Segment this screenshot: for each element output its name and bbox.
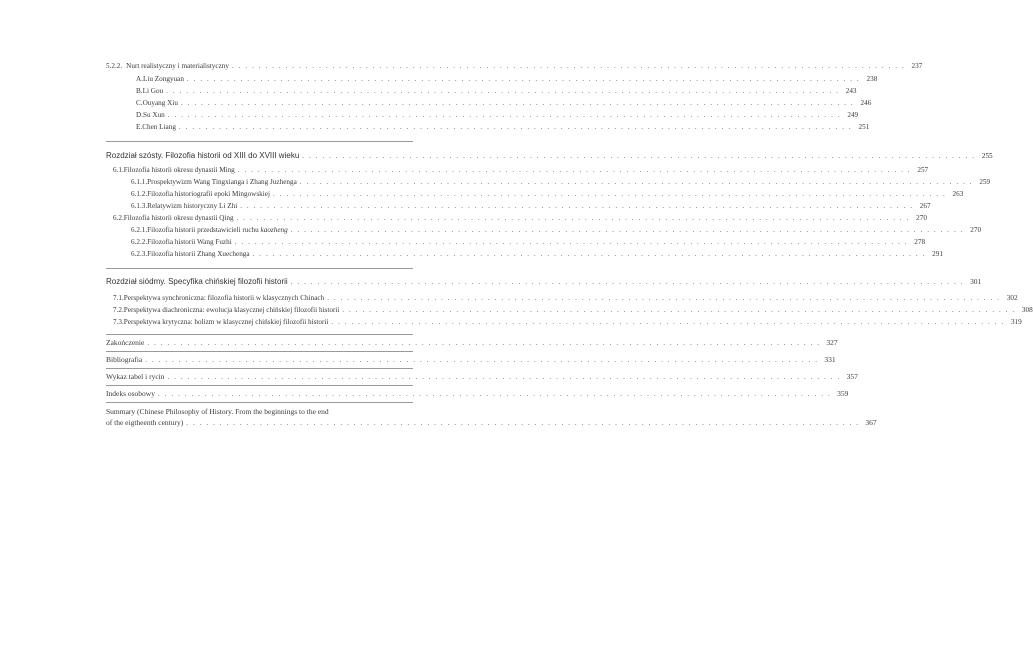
chapter-title: Rozdział siódmy. Specyfika chińskiej filozofii historii — [106, 277, 288, 286]
chapter-title: Rozdział szósty. Filozofia historii od XIII do XVIII wieku — [106, 151, 300, 160]
entry-label — [147, 225, 288, 235]
toc-chapter-6[interactable] — [106, 151, 993, 161]
leader-dots — [291, 225, 964, 235]
page-number: 327 — [826, 338, 838, 347]
toc-entry-6-1-2[interactable] — [131, 189, 964, 199]
entry-label: Chen Liang — [142, 123, 176, 131]
toc-entry-7-2[interactable] — [113, 305, 1033, 315]
page-number: 243 — [845, 87, 857, 95]
leader-dots — [240, 201, 913, 211]
page-number: 367 — [865, 418, 877, 427]
leader-dots — [331, 317, 1004, 327]
entry-number: 6.2.2. — [131, 238, 148, 246]
leader-dots — [235, 237, 908, 247]
page-number: 259 — [979, 178, 991, 186]
chapter-divider — [106, 268, 413, 269]
toc-entry-6-2[interactable] — [113, 213, 927, 223]
toc-entry-c[interactable] — [136, 98, 872, 108]
entry-number: 7.2. — [113, 306, 124, 314]
page-number: 270 — [916, 214, 927, 222]
page-number: 257 — [917, 166, 929, 174]
toc-entry-7-3[interactable] — [113, 317, 1022, 327]
leader-dots — [327, 293, 1000, 303]
leader-dots — [179, 122, 852, 132]
toc-entry-summary-line1[interactable] — [106, 407, 413, 417]
entry-label: Filozofia historii okresu dynastii Ming — [123, 166, 235, 174]
entry-number: 6.2.3. — [131, 250, 148, 258]
entry-label: Perspektywa krytyczna: holizm w klasycznej chińskiej filozofii historii — [123, 318, 329, 326]
leader-dots — [273, 189, 946, 199]
entry-label-text: Filozofia historii przedstawicieli ruchu — [147, 226, 259, 234]
entry-number: 7.3. — [113, 318, 124, 326]
toc-entry-6-2-2[interactable] — [131, 237, 926, 247]
toc-entry-6-2-1[interactable] — [131, 225, 982, 235]
entry-number: 6.1. — [113, 166, 124, 174]
toc-entry-zakonczenie[interactable] — [106, 338, 838, 348]
toc-entry-summary-line2[interactable] — [106, 418, 877, 428]
leader-dots — [232, 61, 905, 71]
toc-entry-5-2-2[interactable] — [106, 61, 923, 71]
page-number: 278 — [914, 238, 926, 246]
section-divider — [106, 402, 413, 403]
entry-number: 7.1. — [113, 294, 124, 302]
entry-number: 5.2.2. — [106, 62, 123, 70]
leader-dots — [300, 177, 973, 187]
page-number: 308 — [1021, 306, 1033, 314]
entry-letter: B. — [136, 87, 143, 95]
entry-label: Summary (Chinese Philosophy of History. From the beginnings to the end — [106, 407, 329, 416]
entry-number: 6.2. — [113, 214, 124, 222]
entry-label: Indeks osobowy — [106, 389, 155, 398]
toc-entry-6-2-3[interactable] — [131, 249, 943, 259]
entry-letter: C. — [136, 99, 143, 107]
page-number: 291 — [932, 250, 943, 258]
leader-dots — [342, 305, 1015, 315]
entry-label: Filozofia historii Zhang Xuechenga — [147, 250, 250, 258]
leader-dots — [237, 213, 910, 223]
leader-dots — [253, 249, 926, 259]
entry-label: Filozofia historii okresu dynastii Qing — [123, 214, 234, 222]
page-number: 249 — [847, 111, 859, 119]
leader-dots — [187, 74, 860, 84]
section-divider — [106, 385, 413, 386]
page-number: 255 — [981, 152, 993, 160]
toc-entry-6-1-1[interactable] — [131, 177, 991, 187]
entry-label: Ouyang Xiu — [142, 99, 178, 107]
leader-dots — [181, 98, 854, 108]
page-number: 359 — [837, 389, 849, 398]
toc-entry-indeks[interactable] — [106, 389, 849, 399]
leader-dots — [158, 389, 831, 399]
page-number: 237 — [911, 62, 923, 70]
toc-entry-7-1[interactable] — [113, 293, 1018, 303]
leader-dots — [167, 372, 840, 382]
entry-label-italic: kaozheng — [260, 226, 288, 234]
page-number: 246 — [860, 99, 872, 107]
leader-dots — [147, 338, 820, 348]
leader-dots — [145, 355, 818, 365]
toc-entry-6-1[interactable] — [113, 165, 929, 175]
entry-label: Filozofia historii Wang Fuzhi — [147, 238, 232, 246]
entry-label: Zakończenie — [106, 338, 145, 347]
page-number: 251 — [858, 123, 870, 131]
leader-dots — [302, 151, 975, 161]
entry-number: 6.2.1. — [131, 226, 148, 234]
page-number: 238 — [866, 75, 878, 83]
entry-label: Nurt realistyczny i materialistyczny — [126, 62, 229, 70]
entry-number: 6.1.2. — [131, 190, 148, 198]
toc-entry-b[interactable] — [136, 86, 857, 96]
leader-dots — [291, 277, 964, 287]
toc-entry-wykaz[interactable] — [106, 372, 858, 382]
page-number: 263 — [952, 190, 964, 198]
entry-label: Perspektywa synchroniczna: filozofia historii w klasycznych Chinach — [123, 294, 325, 302]
toc-entry-a[interactable] — [136, 74, 878, 84]
toc-entry-bibliografia[interactable] — [106, 355, 836, 365]
page-number: 301 — [970, 278, 982, 286]
section-divider — [106, 351, 413, 352]
toc-chapter-7[interactable] — [106, 277, 982, 287]
entry-label: Relatywizm historyczny Li Zhi — [147, 202, 238, 210]
entry-letter: E. — [136, 123, 143, 131]
entry-label: of the eigtheenth century) — [106, 418, 184, 427]
section-divider — [106, 368, 413, 369]
leader-dots — [166, 86, 839, 96]
leader-dots — [168, 110, 841, 120]
toc-entry-e[interactable] — [136, 122, 870, 132]
page-number: 270 — [970, 226, 982, 234]
entry-label: Prospektywizm Wang Tingxianga i Zhang Juzhenga — [147, 178, 297, 186]
entry-label: Bibliografia — [106, 355, 143, 364]
page-number: 319 — [1010, 318, 1022, 326]
entry-letter: A. — [136, 75, 143, 83]
leader-dots — [238, 165, 911, 175]
entry-letter: D. — [136, 111, 143, 119]
entry-number: 6.1.1. — [131, 178, 148, 186]
entry-label: Su Xun — [143, 111, 165, 119]
entry-label: Filozofia historiografii epoki Mingowskiej — [147, 190, 270, 198]
toc-entry-6-1-3[interactable] — [131, 201, 931, 211]
entry-number: 6.1.3. — [131, 202, 148, 210]
page-number: 331 — [824, 355, 836, 364]
entry-label: Li Gou — [142, 87, 164, 95]
entry-label: Wykaz tabel i rycin — [106, 372, 165, 381]
page-number: 267 — [919, 202, 931, 210]
toc-entry-d[interactable] — [136, 110, 859, 120]
leader-dots — [186, 418, 859, 428]
chapter-divider — [106, 141, 413, 142]
page-number: 357 — [846, 372, 858, 381]
section-divider — [106, 334, 413, 335]
entry-label: Liu Zongyuan — [143, 75, 184, 83]
page-number: 302 — [1006, 294, 1018, 302]
entry-label: Perspektywa diachroniczna: ewolucja klasycznej chińskiej filozofii historii — [123, 306, 340, 314]
